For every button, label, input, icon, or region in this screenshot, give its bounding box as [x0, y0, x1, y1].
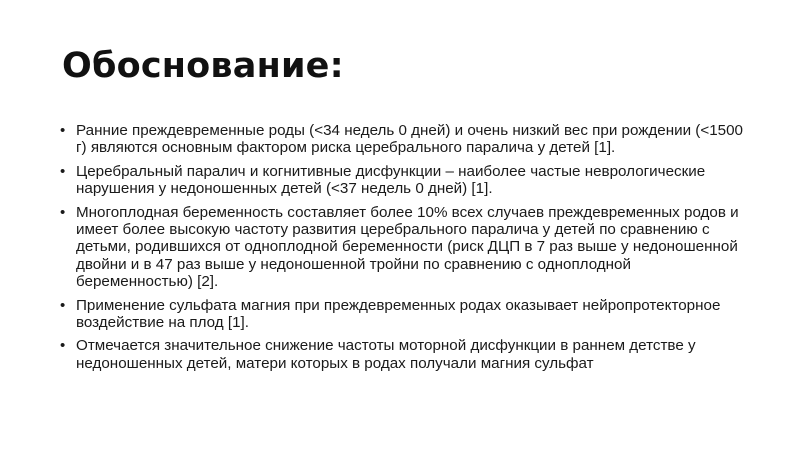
bullet-dot-icon: • [60, 203, 66, 221]
bullet-item [60, 163, 750, 198]
bullet-dot-icon: • [60, 337, 66, 355]
bullet-item [60, 297, 750, 332]
bullet-text: Многоплодная беременность составляет более 10% всех случаев преждевременных родов и имеет более высокую частоту развития церебрального паралича у детей по сравнению с детьми, родившихся от одноплодной беременности (риск ДЦП в 7 раз выше у недоношенной двойни и в 47 раз выше у недоношенной тройни по сравнению с одноплодной беременностью) [2]. [76, 203, 739, 291]
bullet-item [60, 337, 750, 372]
bullet-list [60, 122, 750, 378]
bullet-text: Ранние преждевременные роды (<34 недель 0 дней) и очень низкий вес при рождении (<1500 г) являются основным фактором риска церебрального паралича у детей [1]. [76, 122, 744, 157]
bullet-item [60, 204, 750, 291]
bullet-text: Отмечается значительное снижение частоты моторной дисфункции в раннем детстве у недоношенных детей, матери которых в родах получали магния сульфат [76, 337, 696, 372]
bullet-dot-icon: • [60, 296, 66, 314]
slide-title: Обоснование: [62, 46, 344, 86]
bullet-dot-icon: • [60, 162, 66, 180]
bullet-text: Применение сульфата магния при преждевременных родах оказывает нейропротекторное воздействие на плод [1]. [76, 296, 721, 332]
bullet-dot-icon: • [60, 122, 66, 139]
bullet-item [60, 122, 750, 157]
bullet-text: Церебральный паралич и когнитивные дисфункции – наиболее частые неврологические нарушения у недоношенных детей (<37 недель 0 дней) [1]. [76, 162, 706, 198]
